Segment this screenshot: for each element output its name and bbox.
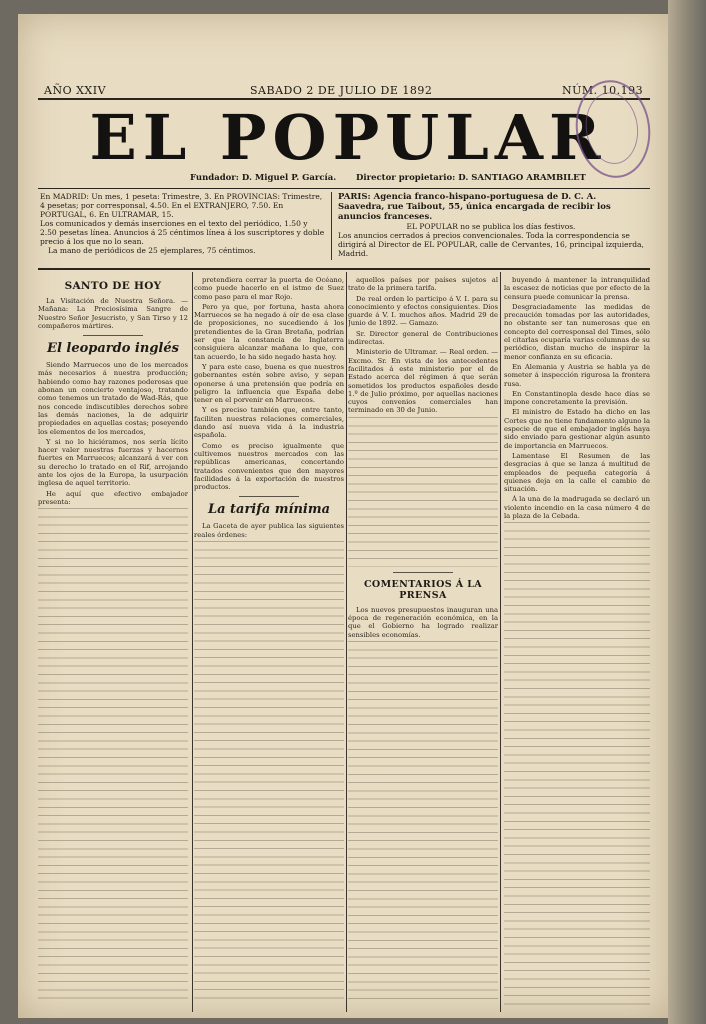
agency-holiday: EL POPULAR no se publica los días festivos. <box>406 222 576 231</box>
column-2 <box>194 276 344 1006</box>
text-lines <box>194 541 344 1006</box>
column-4 <box>504 276 650 1006</box>
separator <box>239 496 299 497</box>
director-line: Director propietario: D. SANTIAGO ARAMBILET <box>356 173 586 183</box>
article-paragraph: Y para este caso, buena es que nuestros gobernantes estén sobre aviso, y sepan oponerse á una pretensión que podría en peligro la influencia que España debe tener en el porvenir en Marruecos. <box>194 362 344 405</box>
text-lines <box>348 417 498 567</box>
newspaper-page <box>18 14 668 1018</box>
subscription-box <box>40 192 326 255</box>
article-paragraph: Y si no lo hiciéramos, nos sería lícito hacer valer nuestras fuerzas y hacernos fuertes en Marruecos; alcanzará á ver con su derecho lo tratado en el Rif, arrojando ante los ojos de la Europa, la usurpación inglesa de aquel territorio. <box>38 437 188 488</box>
header-rule <box>38 98 650 100</box>
santo-heading: SANTO DE HOY <box>64 280 162 292</box>
article-paragraph: Siendo Marruecos uno de los mercados más necesarios á nuestra producción; habiendo como hay razones poderosas que abonan un concierto ventajoso, tratando como tenemos un tratado de Wad-Rás, que nos concede indiscutibles derechos sobre las demás naciones, la de adquirir propiedades en aquellas costas; poseyendo los elementos de los mercados, <box>38 361 188 436</box>
issue-number: NÚM. 10.193 <box>562 84 644 97</box>
article-paragraph: El ministro de Estado ha dicho en las Cortes que no tiene fundamento alguno la especie de que el embajador inglés haya sido enviado para gestionar algún asunto de importancia en Marruecos. <box>504 408 650 450</box>
separator <box>393 572 453 573</box>
page-edge <box>668 0 706 1024</box>
masthead-rule <box>38 188 650 189</box>
article-paragraph: Desgraciadamente las medidas de precaución tomadas por las autoridades, no obstante ser tan numerosas que en concepto del corresponsal del Times, sólo el citarlas ocuparía varias columnas de su periódico, distan mucho de inspirar la menor confianza en su eficacia. <box>504 302 650 361</box>
masthead-title: EL POPULAR <box>89 101 607 174</box>
article-paragraph: Lamentase El Resumen de las desgracias á que se lanza á multitud de empleados de pequeña categoría á quienes deja en la calle el cambio de situación. <box>504 451 650 494</box>
article-paragraph: En Alemania y Austria se habla ya de someter á inspección rigurosa la frontera rusa. <box>504 362 650 388</box>
agency-notice: Los anuncios cerrados á precios convencionales. Toda la correspondencia se dirigirá al Director de EL POPULAR, calle de Cervantes, 16, principal izquierda, Madrid. <box>338 231 644 258</box>
col-divider-1 <box>192 272 193 1012</box>
article-paragraph: Á la una de la madrugada se declaró un violento incendio en la casa número 4 de la plaza de la Cebada. <box>504 495 650 521</box>
text-lines <box>38 508 188 1006</box>
tarifa-heading: La tarifa mínima <box>207 502 331 518</box>
comentarios-heading: COMENTARIOS Á LA PRENSA <box>363 578 483 601</box>
column-1 <box>38 276 188 1006</box>
article-paragraph: He aquí que efectivo embajador presenta: <box>38 489 188 506</box>
col-divider-3 <box>500 272 501 1012</box>
article-paragraph: En Constantinopla desde hace días se impone concretamente la previsión. <box>504 389 650 407</box>
text-lines <box>504 522 650 1006</box>
article-paragraph: La Gaceta de ayer publica las siguientes reales órdenes: <box>194 522 344 539</box>
subscription-prices: En MADRID: Un mes, 1 peseta: Trimestre, 3. En PROVINCIAS: Trimestre, 4 pesetas; por corresponsal, 4.50. En el EXTRANJERO, 7.50. En PORTUGAL, 6. En ULTRAMAR, 15. <box>40 192 323 219</box>
article-paragraph: Como es preciso igualmente que cultivemos nuestros mercados con las repúblicas americanas, concertando tratados convenientes que den mayores facilidades á la exportación de nuestros productos. <box>194 441 344 492</box>
column-3 <box>348 276 498 1006</box>
article-paragraph: De real orden lo participo á V. I. para su conocimiento y efectos consiguientes. Dios guarde á V. I. muchos años. Madrid 29 de Junio de 1892. — Gamazo. <box>348 294 498 328</box>
separator <box>83 335 143 336</box>
subscription-notices: Los comunicados y demás inserciones en el texto del periódico, 1.50 y 2.50 pesetas línea. Anuncios á 25 céntimos línea á los suscriptores y doble precio á los que no lo sean. <box>40 219 325 246</box>
agency-box <box>338 192 644 258</box>
article-paragraph: Y es preciso también que, entre tanto, faciliten nuestras relaciones comerciales, dando así nueva vida á la industria española. <box>194 406 344 440</box>
founder-line: Fundador: D. Miguel P. García. <box>190 173 337 183</box>
text-lines <box>348 641 498 1006</box>
article-paragraph: aquellos países por países sujetos al trato de la primera tarifa. <box>348 276 498 293</box>
article-paragraph: Pero ya que, por fortuna, hasta ahora Marruecos se ha negado á oír de esa clase de proposiciones, no sucediendo á los pretendientes de la Gran Bretaña, podrían ser que la constancia de Inglaterra consiguiera alcanzar mañana lo que, con tan acuerdo, le ha sido negado hasta hoy. <box>194 302 344 361</box>
article-paragraph: buyendo á mantener la intranquilidad la escasez de noticias que por efecto de la censura puede comunicar la prensa. <box>504 276 650 301</box>
article-paragraph: Los nuevos presupuestos inauguran una época de regeneración económica, en la que el Gobierno ha logrado realizar sensibles economías. <box>348 605 498 639</box>
col-divider-2 <box>346 272 347 1012</box>
article-paragraph: Sr. Director general de Contribuciones indirectas. <box>348 329 498 347</box>
box-divider <box>331 192 332 260</box>
leopardo-heading: El leopardo inglés <box>47 341 179 357</box>
santo-text: La Visitación de Nuestra Señora. — Mañana: La Preciosísima Sangre de Nuestro Señor Jesucristo, y San Tirso y 12 compañeros mártires. <box>38 297 188 330</box>
article-paragraph: pretendiera cerrar la puerta de Océano, como puede hacerlo en el istmo de Suez como paso para el mar Rojo. <box>194 276 344 301</box>
agency-paris: PARIS: Agencia franco-hispano-portuguesa de D. C. A. Saavedra, rue Taibout, 55, única encargada de recibir los anuncios franceses. <box>338 192 611 222</box>
subscription-hand: La mano de periódicos de 25 ejemplares, 75 céntimos. <box>48 246 256 255</box>
body-rule <box>38 268 650 270</box>
issue-year: AÑO XXIV <box>44 84 107 97</box>
article-paragraph: Ministerio de Ultramar. — Real orden. — Excmo. Sr. En vista de los antecedentes facilitados á este ministerio por el de Estado acerca del régimen á que serán sometidos los productos españoles desde 1.º de Julio próximo, por aquellas naciones cuyos convenios comerciales han terminado en 30 de Junio. <box>348 348 498 415</box>
issue-date: SABADO 2 DE JULIO DE 1892 <box>250 84 433 97</box>
